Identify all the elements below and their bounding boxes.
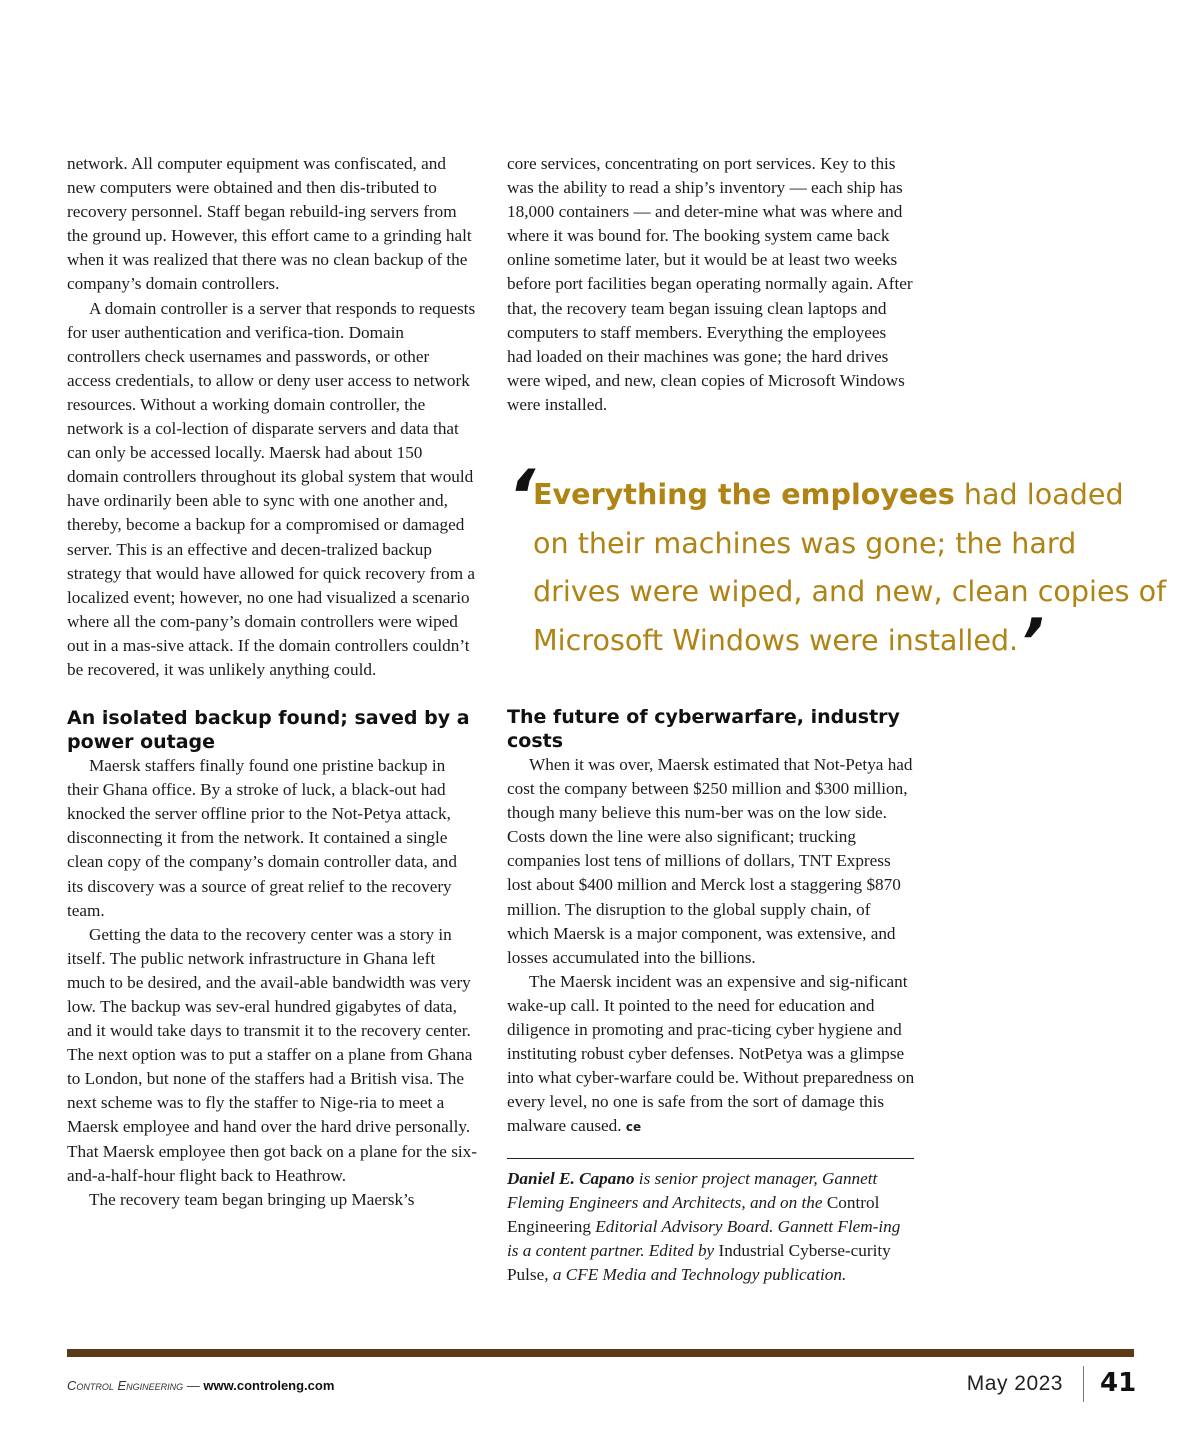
footer-divider <box>1083 1366 1084 1402</box>
pull-quote-bold: Everything the employees <box>533 477 955 511</box>
publication-name: Control Engineering <box>507 1192 880 1236</box>
right-column <box>507 152 915 417</box>
body-paragraph-text: The Maersk incident was an expensive and sig-nificant wake-up call. It pointed to the need for education and diligence in promoting and prac-ticing cyber hygiene and instituting robust cyber defenses. NotPetya was a glimpse into what cyber-warfare could be. Without preparedness on every level, no one is safe from the sort of damage this malware caused. <box>507 971 915 1136</box>
body-paragraph: core services, concentrating on port services. Key to this was the ability to read a ship’s inventory — each ship has 18,000 containers — and deter-mine what was where and where it was bound for. The booking system came back online sometime later, but it would be at least two weeks before port facilities began operating normally again. After that, the recovery team began issuing clean laptops and computers to staff members. Everything the employees had loaded on their machines was gone; the hard drives were wiped, and new, clean copies of Microsoft Windows were installed. <box>507 154 913 414</box>
author-bio <box>507 1167 915 1287</box>
pull-quote-rest: had loaded on their machines was gone; the hard drives were wiped, and new, clean copies of Microsoft Windows were installed. <box>533 477 1167 657</box>
bio-text: Editorial Advisory Board. Gannett Flem-ing is a content partner. Edited by <box>507 1216 901 1260</box>
footer-masthead <box>67 1378 334 1393</box>
section-heading: The future of cyberwarfare, industry costs <box>507 706 900 752</box>
pull-quote-text: Everything the employees had loaded on their machines was gone; the hard drives were wiped, and new, clean copies of Microsoft Windows were installed.’ <box>533 477 1167 680</box>
body-paragraph <box>507 970 915 1140</box>
body-paragraph: The recovery team began bringing up Maersk’s <box>89 1189 415 1209</box>
author-name: Daniel E. Capano <box>507 1168 635 1188</box>
body-paragraph: A domain controller is a server that responds to requests for user authentication and verifica-tion. Domain controllers check usernames and passwords, or other access credentials, to allow or deny user access to network resources. Without a working domain controller, the network is a col-lection of disparate servers and data that can only be accessed locally. Maersk had about 150 domain controllers throughout its global system that would have ordinarily been able to sync with one another and, thereby, become a backup for a compromised or damaged server. This is an effective and decen-tralized backup strategy that would have allowed for quick recovery from a localized event; however, no one had visualized a scenario where all the com-pany’s domain controllers were wiped out in a mas-sive attack. If the domain controllers couldn’t be recovered, it was unlikely anything could. <box>67 298 476 679</box>
footer-dash: — <box>183 1378 204 1393</box>
bio-divider <box>507 1158 914 1159</box>
body-paragraph: Getting the data to the recovery center was a story in itself. The public network infrastructure in Ghana left much to be desired, and the avail-able bandwidth was very low. The backup was sev-eral hundred gigabytes of data, and it would take days to transmit it to the recovery center. The next option was to put a staffer on a plane from Ghana to London, but none of the staffers had a British visa. The next scheme was to fly the staffer to Nige-ria to meet a Maersk employee and hand over the hard drive personally. That Maersk employee then got back on a plane for the six-and-a-half-hour flight back to Heathrow. <box>67 924 477 1185</box>
body-paragraph: network. All computer equipment was confiscated, and new computers were obtained and then dis-tributed to recovery personnel. Staff began rebuild-ing servers from the ground up. However, this effort came to a grinding halt when it was realized that there was no clean backup of the company’s domain controllers. <box>67 154 472 294</box>
issue-date: May 2023 <box>966 1372 1063 1395</box>
bio-text: is senior project manager, Gannett Fleming Engineers and Architects, and on the <box>507 1168 878 1212</box>
pull-quote <box>498 454 1167 680</box>
end-mark: ce <box>625 1120 642 1135</box>
bio-text: , a CFE Media and Technology publication. <box>544 1264 847 1284</box>
footer-url: www.controleng.com <box>203 1378 335 1393</box>
magazine-name: Control Engineering <box>67 1378 184 1393</box>
footer-rule <box>67 1349 1134 1357</box>
body-paragraph: When it was over, Maersk estimated that Not-Petya had cost the company between $250 million and $300 million, though many believe this num-ber was on the low side. Costs down the line were also significant; trucking companies lost tens of millions of dollars, TNT Express lost about $400 million and Merck lost a staggering $870 million. The disruption to the global supply chain, of which Maersk is a major component, was extensive, and losses accumulated into the billions. <box>507 755 913 967</box>
body-paragraph: Maersk staffers finally found one pristine backup in their Ghana office. By a stroke of luck, a black-out had knocked the server offline prior to the Not-Petya attack, disconnecting it from the network. It contained a single clean copy of the company’s domain controller data, and its discovery was a source of great relief to the recovery team. <box>67 756 457 920</box>
page-number: 41 <box>1100 1368 1137 1398</box>
section-heading: An isolated backup found; saved by a power outage <box>67 707 470 754</box>
publication-name: Industrial Cyberse-curity Pulse <box>507 1240 891 1284</box>
open-quote-mark: ‘ <box>498 454 544 538</box>
right-column-lower <box>507 705 915 1287</box>
left-column <box>67 152 477 1212</box>
